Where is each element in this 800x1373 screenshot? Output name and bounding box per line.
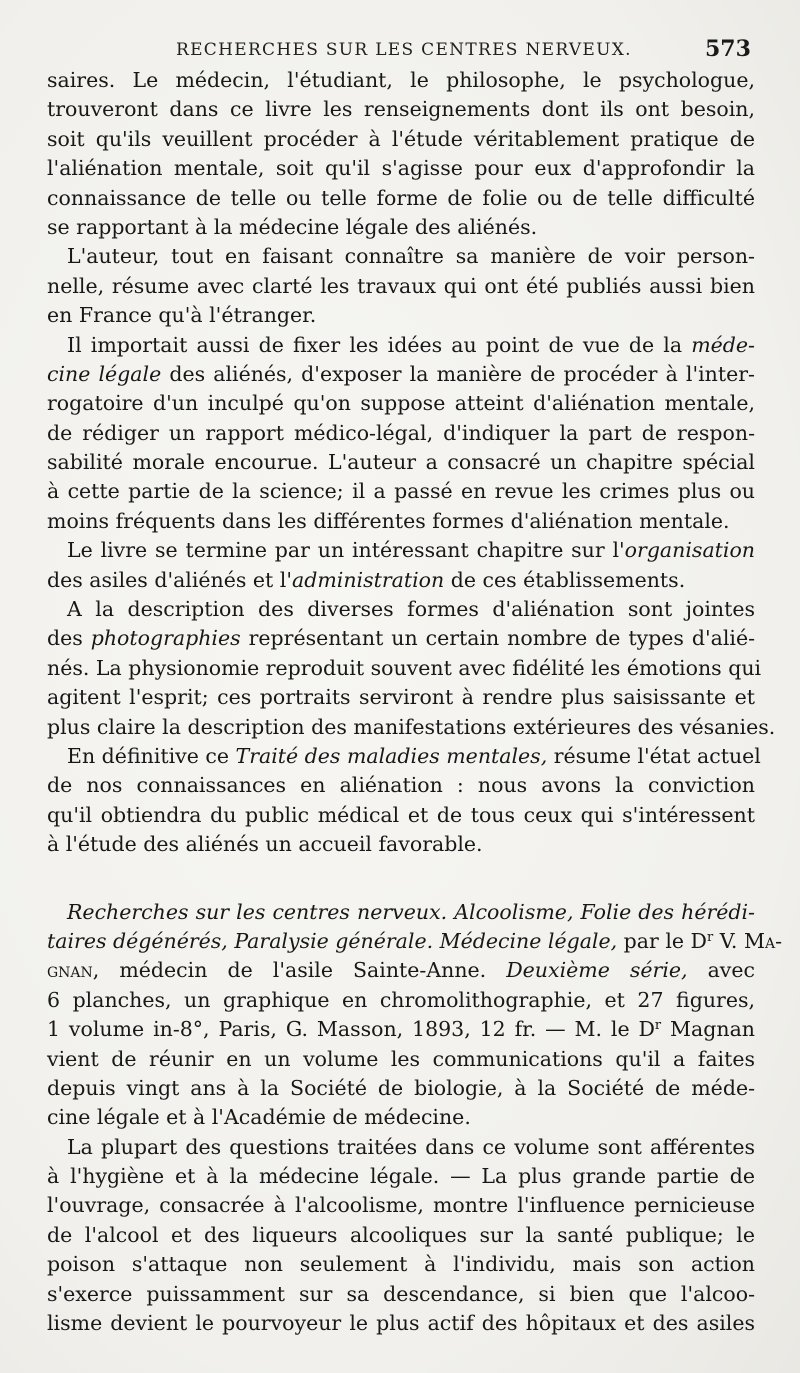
italic-run: administration bbox=[292, 567, 445, 592]
text-line: de rédiger un rapport médico-légal, d'indiquer la part de respon- bbox=[47, 420, 755, 445]
text-line: trouveront dans ce livre les renseignements dont ils ont besoin, bbox=[47, 97, 755, 122]
text-line: l'ouvrage, consacrée à l'alcoolisme, montre l'influence pernicieuse bbox=[47, 1193, 755, 1218]
text-line: à l'étude des aliénés un accueil favorable. bbox=[47, 832, 483, 857]
text-line: La plupart des questions traitées dans ce volume sont afférentes bbox=[67, 1134, 755, 1159]
text-run: par le D bbox=[617, 928, 707, 953]
running-head bbox=[0, 36, 800, 66]
text-line: agitent l'esprit; ces portraits serviront à rendre plus saisissante et bbox=[47, 685, 755, 710]
text-line: rogatoire d'un inculpé qu'on suppose atteint d'aliénation mentale, bbox=[47, 391, 755, 416]
text-line: L'auteur, tout en faisant connaître sa manière de voir person- bbox=[67, 244, 755, 269]
body-text bbox=[47, 66, 782, 1338]
text-run: résume l'état actuel bbox=[547, 743, 761, 768]
italic-run: photographies bbox=[90, 626, 241, 651]
text-line bbox=[47, 536, 755, 565]
text-line bbox=[47, 566, 755, 595]
text-line bbox=[47, 742, 761, 771]
paragraph-photographs bbox=[47, 595, 776, 742]
paragraph-continuation bbox=[47, 66, 755, 242]
running-title: RECHERCHES SUR LES CENTRES NERVEUX. bbox=[176, 40, 632, 60]
text-line: de l'alcool et des liqueurs alcooliques sur la santé publique; le bbox=[47, 1222, 755, 1247]
text-line: à l'hygiène et à la médecine légale. — La plus grande partie de bbox=[47, 1164, 755, 1189]
text-line: se rapportant à la médecine légale des aliénés. bbox=[47, 214, 538, 239]
text-line: sabilité morale encourue. L'auteur a consacré un chapitre spécial bbox=[47, 450, 755, 475]
paragraph-conclusion bbox=[47, 742, 761, 860]
text-line bbox=[47, 624, 755, 653]
review-paragraph-alcoholism bbox=[47, 1133, 755, 1339]
text-line: moins fréquents dans les différentes formes d'aliénation mentale. bbox=[47, 508, 730, 533]
text-line: de nos connaissances en aliénation : nous avons la conviction bbox=[47, 773, 755, 798]
italic-run: Traité des maladies mentales, bbox=[235, 743, 548, 768]
text-run: 1 volume in-8°, Paris, G. Masson, 1893, 12 fr. — M. le D bbox=[47, 1017, 655, 1042]
text-run: avec bbox=[687, 958, 755, 983]
italic-run: Deuxième série, bbox=[506, 958, 688, 983]
text-line bbox=[47, 927, 782, 956]
paragraph-organisation bbox=[47, 536, 755, 595]
review-title: Recherches sur les centres nerveux. Alcoolisme, Folie des hérédi- bbox=[67, 899, 755, 924]
text-line bbox=[47, 1015, 755, 1044]
text-line: à cette partie de la science; il a passé en revue les crimes plus ou bbox=[47, 479, 755, 504]
text-line: nés. La physionomie reproduit souvent avec fidélité les émotions qui bbox=[47, 655, 762, 680]
review-title: taires dégénérés, Paralysie générale. Médecine légale, bbox=[47, 928, 618, 953]
text-run: des bbox=[47, 626, 91, 651]
superscript: r bbox=[706, 929, 714, 945]
text-line: cine légale et à l'Académie de médecine. bbox=[47, 1105, 471, 1130]
text-run: , médecin de l'asile Sainte-Anne. bbox=[92, 958, 507, 983]
author-name: gnan bbox=[47, 958, 93, 983]
text-line: plus claire la description des manifestations extérieures des vésanies. bbox=[47, 714, 776, 739]
review-entry bbox=[47, 898, 782, 1133]
text-line: l'aliénation mentale, soit qu'il s'agisse pour eux d'approfondir la bbox=[47, 156, 755, 181]
paragraph-author bbox=[47, 242, 755, 330]
text-line: 6 planches, un graphique en chromolithographie, et 27 figures, bbox=[47, 987, 755, 1012]
text-line: vient de réunir en un volume les communications qu'il a faites bbox=[47, 1046, 755, 1071]
text-line: qu'il obtiendra du public médical et de tous ceux qui s'intéressent bbox=[47, 802, 755, 827]
text-run: Magnan bbox=[661, 1017, 755, 1042]
superscript: r bbox=[654, 1018, 662, 1034]
italic-run: méde- bbox=[691, 332, 755, 357]
text-line bbox=[47, 331, 755, 360]
text-line bbox=[47, 360, 755, 389]
text-line: connaissance de telle ou telle forme de folie ou de telle difficulté bbox=[47, 185, 755, 210]
italic-run: cine légale bbox=[47, 361, 162, 386]
text-run: V. bbox=[713, 928, 744, 953]
italic-run: organisation bbox=[624, 538, 755, 563]
text-line: saires. Le médecin, l'étudiant, le philosophe, le psychologue, bbox=[47, 68, 755, 92]
section-gap bbox=[47, 860, 755, 898]
text-line: depuis vingt ans à la Société de biologie, à la Société de méde- bbox=[47, 1075, 755, 1100]
text-line bbox=[47, 898, 755, 927]
page-number: 573 bbox=[705, 36, 751, 62]
text-line: lisme devient le pourvoyeur le plus actif des hôpitaux et des asiles bbox=[47, 1311, 755, 1336]
text-line: en France qu'à l'étranger. bbox=[47, 303, 317, 328]
text-run: représentant un certain nombre de types d'alié- bbox=[240, 626, 756, 651]
text-line: poison s'attaque non seulement à l'individu, mais son action bbox=[47, 1252, 755, 1277]
text-line: s'exerce puissamment sur sa descendance, si bien que l'alcoo- bbox=[47, 1281, 755, 1306]
text-run: Il importait aussi de fixer les idées au point de vue de la bbox=[67, 332, 692, 357]
text-line bbox=[47, 956, 755, 985]
paragraph-legal-medicine bbox=[47, 331, 755, 537]
text-line: soit qu'ils veuillent procéder à l'étude véritablement pratique de bbox=[47, 126, 755, 151]
text-run: de ces établissements. bbox=[444, 567, 686, 592]
text-run: des asiles d'aliénés et l' bbox=[47, 567, 292, 592]
text-run: Le livre se termine par un intéressant chapitre sur l' bbox=[67, 538, 625, 563]
text-line: A la description des diverses formes d'aliénation sont jointes bbox=[67, 597, 755, 622]
author-name: Ma- bbox=[743, 928, 782, 953]
text-run: des aliénés, d'exposer la manière de procéder à l'inter- bbox=[161, 361, 755, 386]
text-run: En définitive ce bbox=[67, 743, 236, 768]
text-line: nelle, résume avec clarté les travaux qui ont été publiés aussi bien bbox=[47, 273, 755, 298]
